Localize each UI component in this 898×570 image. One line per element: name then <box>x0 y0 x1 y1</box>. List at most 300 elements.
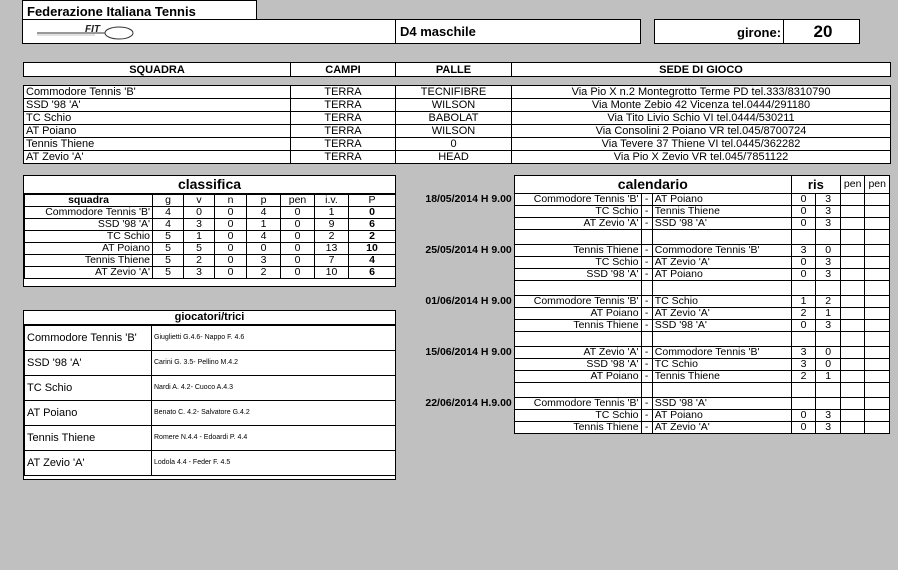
match-separator: - <box>641 308 652 320</box>
pen-cell <box>865 269 890 281</box>
pen-cell <box>865 422 890 434</box>
round-date: 01/06/2014 H 9.00 <box>425 295 512 307</box>
classifica-cell: 3 <box>184 219 215 231</box>
classifica-team: SSD '98 'A' <box>25 219 153 231</box>
spacer-cell <box>514 281 641 296</box>
home-team: Commodore Tennis 'B' <box>514 398 641 410</box>
team-sede: Via Consolini 2 Poiano VR tel.045/8700724 <box>512 125 891 138</box>
round-date <box>410 206 514 218</box>
spacer-cell <box>791 332 816 347</box>
score-home <box>791 398 816 410</box>
pen-cell <box>865 398 890 410</box>
match-row <box>410 422 890 434</box>
match-row <box>410 269 890 281</box>
classifica-team: Tennis Thiene <box>25 255 153 267</box>
match-separator: - <box>641 296 652 308</box>
classifica-team: Commodore Tennis 'B' <box>25 207 153 219</box>
score-away: 1 <box>816 308 841 320</box>
pen-cell <box>865 218 890 230</box>
classifica-col-0: squadra <box>25 195 153 207</box>
calendario-title: calendario <box>514 176 791 194</box>
classifica-cell: 6 <box>349 267 396 279</box>
pen-cell <box>840 245 865 257</box>
team-campi: TERRA <box>291 138 396 151</box>
score-away <box>816 398 841 410</box>
round-spacer <box>410 281 890 296</box>
col-palle: PALLE <box>396 63 512 77</box>
classifica-cell: 0 <box>215 231 247 243</box>
score-away: 3 <box>816 206 841 218</box>
classifica-cell: 0 <box>215 243 247 255</box>
match-separator: - <box>641 269 652 281</box>
match-row <box>410 296 890 308</box>
pen-cell <box>840 257 865 269</box>
round-date <box>410 410 514 422</box>
spacer-cell <box>641 332 652 347</box>
match-row <box>410 359 890 371</box>
classifica-cell: 13 <box>315 243 349 255</box>
team-name: TC Schio <box>24 112 291 125</box>
pen-cell <box>840 320 865 332</box>
giocatori-row <box>25 326 396 351</box>
giocatori-panel <box>23 310 396 480</box>
classifica-col-5: pen <box>281 195 315 207</box>
team-row <box>24 99 891 112</box>
category-label: D4 maschile <box>395 19 641 44</box>
round-date <box>410 371 514 383</box>
pen-cell <box>865 296 890 308</box>
team-campi: TERRA <box>291 125 396 138</box>
team-name: AT Poiano <box>24 125 291 138</box>
pen-label-2: pen <box>865 176 890 194</box>
girone-value: 20 <box>783 19 862 44</box>
classifica-cell: 9 <box>315 219 349 231</box>
away-team: AT Zevio 'A' <box>652 422 791 434</box>
pen-cell <box>840 218 865 230</box>
pen-cell <box>840 371 865 383</box>
score-away: 3 <box>816 257 841 269</box>
giocatori-row <box>25 451 396 476</box>
classifica-cell: 0 <box>281 243 315 255</box>
team-row <box>24 138 891 151</box>
col-squadra: SQUADRA <box>24 63 291 77</box>
score-away: 0 <box>816 245 841 257</box>
spacer-cell <box>791 281 816 296</box>
score-home: 0 <box>791 269 816 281</box>
classifica-cell: 5 <box>184 243 215 255</box>
score-away: 3 <box>816 320 841 332</box>
fit-logo-icon <box>35 23 135 41</box>
spacer-cell <box>641 230 652 245</box>
giocatori-row <box>25 376 396 401</box>
classifica-cell: 0 <box>247 243 281 255</box>
classifica-cell: 0 <box>281 231 315 243</box>
team-row <box>24 151 891 164</box>
team-palle: HEAD <box>396 151 512 164</box>
score-home: 2 <box>791 308 816 320</box>
calendario-table <box>410 175 890 434</box>
match-separator: - <box>641 194 652 206</box>
classifica-cell: 0 <box>215 219 247 231</box>
match-row <box>410 194 890 206</box>
home-team: TC Schio <box>514 206 641 218</box>
round-date: 18/05/2014 H 9.00 <box>425 193 512 205</box>
giocatori-players: Nardi A. 4.2- Cuoco A.4.3 <box>152 376 396 401</box>
home-team: Tennis Thiene <box>514 320 641 332</box>
teams-header <box>23 62 891 77</box>
classifica-cell: 1 <box>184 231 215 243</box>
score-away: 1 <box>816 371 841 383</box>
logo-text: FIT <box>85 24 100 35</box>
away-team: TC Schio <box>652 296 791 308</box>
teams-table <box>23 85 891 164</box>
match-separator: - <box>641 245 652 257</box>
spacer-cell <box>840 281 865 296</box>
score-home: 0 <box>791 206 816 218</box>
giocatori-players: Carini G. 3.5- Pellino M.4.2 <box>152 351 396 376</box>
classifica-cell: 0 <box>281 207 315 219</box>
team-sede: Via Monte Zebio 42 Vicenza tel.0444/291180 <box>512 99 891 112</box>
ris-label: ris <box>791 176 840 194</box>
spacer-cell <box>641 281 652 296</box>
col-sede: SEDE DI GIOCO <box>512 63 891 77</box>
classifica-cell: 5 <box>153 267 184 279</box>
classifica-cell: 2 <box>349 231 396 243</box>
classifica-cell: 0 <box>281 255 315 267</box>
round-spacer <box>410 332 890 347</box>
pen-cell <box>865 359 890 371</box>
score-home: 3 <box>791 359 816 371</box>
match-row <box>410 218 890 230</box>
spacer-cell <box>652 383 791 398</box>
classifica-cell: 1 <box>315 207 349 219</box>
away-team: TC Schio <box>652 359 791 371</box>
spacer-cell <box>514 332 641 347</box>
classifica-title: classifica <box>24 176 395 194</box>
spacer-cell <box>410 383 514 398</box>
pen-cell <box>840 410 865 422</box>
spacer-cell <box>840 230 865 245</box>
pen-cell <box>840 269 865 281</box>
spacer-cell <box>816 230 841 245</box>
spacer-cell <box>816 281 841 296</box>
score-home: 2 <box>791 371 816 383</box>
pen-label-1: pen <box>840 176 865 194</box>
home-team: TC Schio <box>514 257 641 269</box>
match-row <box>410 371 890 383</box>
giocatori-team: AT Poiano <box>25 401 152 426</box>
home-team: SSD '98 'A' <box>514 359 641 371</box>
pen-cell <box>865 245 890 257</box>
classifica-cell: 4 <box>247 207 281 219</box>
round-spacer <box>410 230 890 245</box>
spacer-cell <box>865 281 890 296</box>
spacer-cell <box>652 230 791 245</box>
spacer-cell <box>410 281 514 296</box>
team-campi: TERRA <box>291 151 396 164</box>
team-name: Commodore Tennis 'B' <box>24 86 291 99</box>
classifica-cell: 5 <box>153 255 184 267</box>
score-away: 0 <box>816 359 841 371</box>
away-team: Tennis Thiene <box>652 371 791 383</box>
team-campi: TERRA <box>291 99 396 112</box>
classifica-cell: 4 <box>247 231 281 243</box>
away-team: SSD '98 'A' <box>652 398 791 410</box>
round-date <box>410 257 514 269</box>
team-name: AT Zevio 'A' <box>24 151 291 164</box>
federation-title: Federazione Italiana Tennis <box>22 0 257 20</box>
away-team: AT Zevio 'A' <box>652 308 791 320</box>
classifica-team: TC Schio <box>25 231 153 243</box>
giocatori-team: AT Zevio 'A' <box>25 451 152 476</box>
team-palle: WILSON <box>396 99 512 112</box>
home-team: AT Zevio 'A' <box>514 218 641 230</box>
team-campi: TERRA <box>291 86 396 99</box>
score-home: 3 <box>791 245 816 257</box>
home-team: Tennis Thiene <box>514 245 641 257</box>
round-spacer <box>410 383 890 398</box>
home-team: Commodore Tennis 'B' <box>514 296 641 308</box>
classifica-cell: 2 <box>247 267 281 279</box>
away-team: AT Zevio 'A' <box>652 257 791 269</box>
spacer-cell <box>514 383 641 398</box>
pen-cell <box>865 320 890 332</box>
round-date: 15/06/2014 H 9.00 <box>425 346 512 358</box>
pen-cell <box>865 206 890 218</box>
team-sede: Via Tito Livio Schio VI tel.0444/530211 <box>512 112 891 125</box>
round-date <box>410 269 514 281</box>
match-separator: - <box>641 347 652 359</box>
score-away: 3 <box>816 410 841 422</box>
classifica-cell: 4 <box>153 219 184 231</box>
spacer-cell <box>791 230 816 245</box>
spacer-cell <box>652 281 791 296</box>
classifica-row <box>25 231 396 243</box>
away-team: AT Poiano <box>652 410 791 422</box>
classifica-row <box>25 207 396 219</box>
home-team: AT Poiano <box>514 308 641 320</box>
classifica-cell: 3 <box>247 255 281 267</box>
classifica-panel <box>23 175 396 287</box>
score-home: 0 <box>791 410 816 422</box>
match-separator: - <box>641 206 652 218</box>
away-team: AT Poiano <box>652 194 791 206</box>
giocatori-row <box>25 351 396 376</box>
classifica-cell: 0 <box>349 207 396 219</box>
girone-box <box>654 19 860 44</box>
classifica-cell: 0 <box>215 255 247 267</box>
pen-cell <box>865 371 890 383</box>
team-campi: TERRA <box>291 112 396 125</box>
classifica-cell: 4 <box>349 255 396 267</box>
home-team: AT Poiano <box>514 371 641 383</box>
team-name: SSD '98 'A' <box>24 99 291 112</box>
girone-label: girone: <box>737 25 782 40</box>
pen-cell <box>865 308 890 320</box>
round-date <box>410 320 514 332</box>
match-row <box>410 245 890 257</box>
giocatori-team: TC Schio <box>25 376 152 401</box>
team-sede: Via Pio X n.2 Montegrotto Terme PD tel.333/8310790 <box>512 86 891 99</box>
classifica-cell: 0 <box>184 207 215 219</box>
match-row <box>410 257 890 269</box>
pen-cell <box>865 257 890 269</box>
round-date <box>410 422 514 434</box>
spacer-cell <box>641 383 652 398</box>
match-separator: - <box>641 422 652 434</box>
classifica-col-3: n <box>215 195 247 207</box>
score-away: 3 <box>816 194 841 206</box>
giocatori-title: giocatori/trici <box>24 311 395 325</box>
giocatori-team: Tennis Thiene <box>25 426 152 451</box>
giocatori-players: Giuglietti G.4.6- Nappo F. 4.6 <box>152 326 396 351</box>
team-row <box>24 125 891 138</box>
classifica-cell: 5 <box>153 243 184 255</box>
classifica-col-2: v <box>184 195 215 207</box>
pen-cell <box>840 359 865 371</box>
classifica-col-1: g <box>153 195 184 207</box>
classifica-table <box>24 194 396 279</box>
giocatori-players: Romere N.4.4 - Edoardi P. 4.4 <box>152 426 396 451</box>
score-away: 2 <box>816 296 841 308</box>
score-home: 0 <box>791 194 816 206</box>
spacer-cell <box>410 230 514 245</box>
match-separator: - <box>641 410 652 422</box>
away-team: AT Poiano <box>652 269 791 281</box>
classifica-cell: 10 <box>349 243 396 255</box>
classifica-cell: 7 <box>315 255 349 267</box>
round-date <box>410 308 514 320</box>
match-separator: - <box>641 398 652 410</box>
pen-cell <box>840 308 865 320</box>
score-home: 0 <box>791 422 816 434</box>
team-sede: Via Tevere 37 Thiene VI tel.0445/362282 <box>512 138 891 151</box>
away-team: Commodore Tennis 'B' <box>652 347 791 359</box>
classifica-cell: 0 <box>281 267 315 279</box>
col-campi: CAMPI <box>291 63 396 77</box>
score-away: 0 <box>816 347 841 359</box>
giocatori-team: Commodore Tennis 'B' <box>25 326 152 351</box>
home-team: AT Zevio 'A' <box>514 347 641 359</box>
pen-cell <box>840 296 865 308</box>
round-date <box>410 218 514 230</box>
classifica-cell: 2 <box>315 231 349 243</box>
classifica-row <box>25 267 396 279</box>
match-row <box>410 308 890 320</box>
home-team: TC Schio <box>514 410 641 422</box>
match-separator: - <box>641 371 652 383</box>
score-home: 0 <box>791 257 816 269</box>
match-row <box>410 347 890 359</box>
team-palle: BABOLAT <box>396 112 512 125</box>
round-date <box>410 359 514 371</box>
pen-cell <box>840 206 865 218</box>
pen-cell <box>840 422 865 434</box>
round-date: 22/06/2014 H.9.00 <box>425 397 512 409</box>
classifica-row <box>25 219 396 231</box>
team-palle: WILSON <box>396 125 512 138</box>
score-home: 0 <box>791 320 816 332</box>
classifica-cell: 2 <box>184 255 215 267</box>
spacer-cell <box>816 383 841 398</box>
away-team: SSD '98 'A' <box>652 320 791 332</box>
round-date: 25/05/2014 H 9.00 <box>425 244 512 256</box>
team-palle: 0 <box>396 138 512 151</box>
giocatori-row <box>25 401 396 426</box>
score-home: 3 <box>791 347 816 359</box>
spacer-cell <box>840 332 865 347</box>
giocatori-players: Lodola 4.4 - Feder F. 4.5 <box>152 451 396 476</box>
away-team: Tennis Thiene <box>652 206 791 218</box>
away-team: Commodore Tennis 'B' <box>652 245 791 257</box>
spacer-cell <box>652 332 791 347</box>
match-separator: - <box>641 320 652 332</box>
classifica-team: AT Zevio 'A' <box>25 267 153 279</box>
classifica-cell: 10 <box>315 267 349 279</box>
giocatori-team: SSD '98 'A' <box>25 351 152 376</box>
team-name: Tennis Thiene <box>24 138 291 151</box>
home-team: Tennis Thiene <box>514 422 641 434</box>
calendario-panel <box>410 175 890 445</box>
spacer-cell <box>865 332 890 347</box>
match-separator: - <box>641 218 652 230</box>
score-away: 3 <box>816 218 841 230</box>
home-team: SSD '98 'A' <box>514 269 641 281</box>
match-separator: - <box>641 257 652 269</box>
match-row <box>410 206 890 218</box>
classifica-team: AT Poiano <box>25 243 153 255</box>
pen-cell <box>840 194 865 206</box>
away-team: SSD '98 'A' <box>652 218 791 230</box>
score-home: 0 <box>791 218 816 230</box>
match-row <box>410 398 890 410</box>
giocatori-row <box>25 426 396 451</box>
team-sede: Via Pio X Zevio VR tel.045/7851122 <box>512 151 891 164</box>
pen-cell <box>840 398 865 410</box>
classifica-row <box>25 243 396 255</box>
giocatori-table <box>24 325 396 476</box>
classifica-cell: 5 <box>153 231 184 243</box>
classifica-cell: 1 <box>247 219 281 231</box>
classifica-cell: 0 <box>281 219 315 231</box>
giocatori-players: Benato C. 4.2- Salvatore G.4.2 <box>152 401 396 426</box>
match-row <box>410 410 890 422</box>
pen-cell <box>840 347 865 359</box>
match-row <box>410 320 890 332</box>
team-row <box>24 112 891 125</box>
pen-cell <box>865 347 890 359</box>
classifica-cell: 0 <box>215 267 247 279</box>
classifica-col-6: i.v. <box>315 195 349 207</box>
spacer-cell <box>514 230 641 245</box>
score-away: 3 <box>816 269 841 281</box>
score-away: 3 <box>816 422 841 434</box>
classifica-cell: 4 <box>153 207 184 219</box>
team-palle: TECNIFIBRE <box>396 86 512 99</box>
spacer-cell <box>865 230 890 245</box>
spacer-cell <box>840 383 865 398</box>
spacer-cell <box>410 332 514 347</box>
spacer-cell <box>816 332 841 347</box>
classifica-cell: 0 <box>215 207 247 219</box>
classifica-col-4: p <box>247 195 281 207</box>
pen-cell <box>865 194 890 206</box>
pen-cell <box>865 410 890 422</box>
team-row <box>24 86 891 99</box>
score-home: 1 <box>791 296 816 308</box>
classifica-cell: 6 <box>349 219 396 231</box>
home-team: Commodore Tennis 'B' <box>514 194 641 206</box>
